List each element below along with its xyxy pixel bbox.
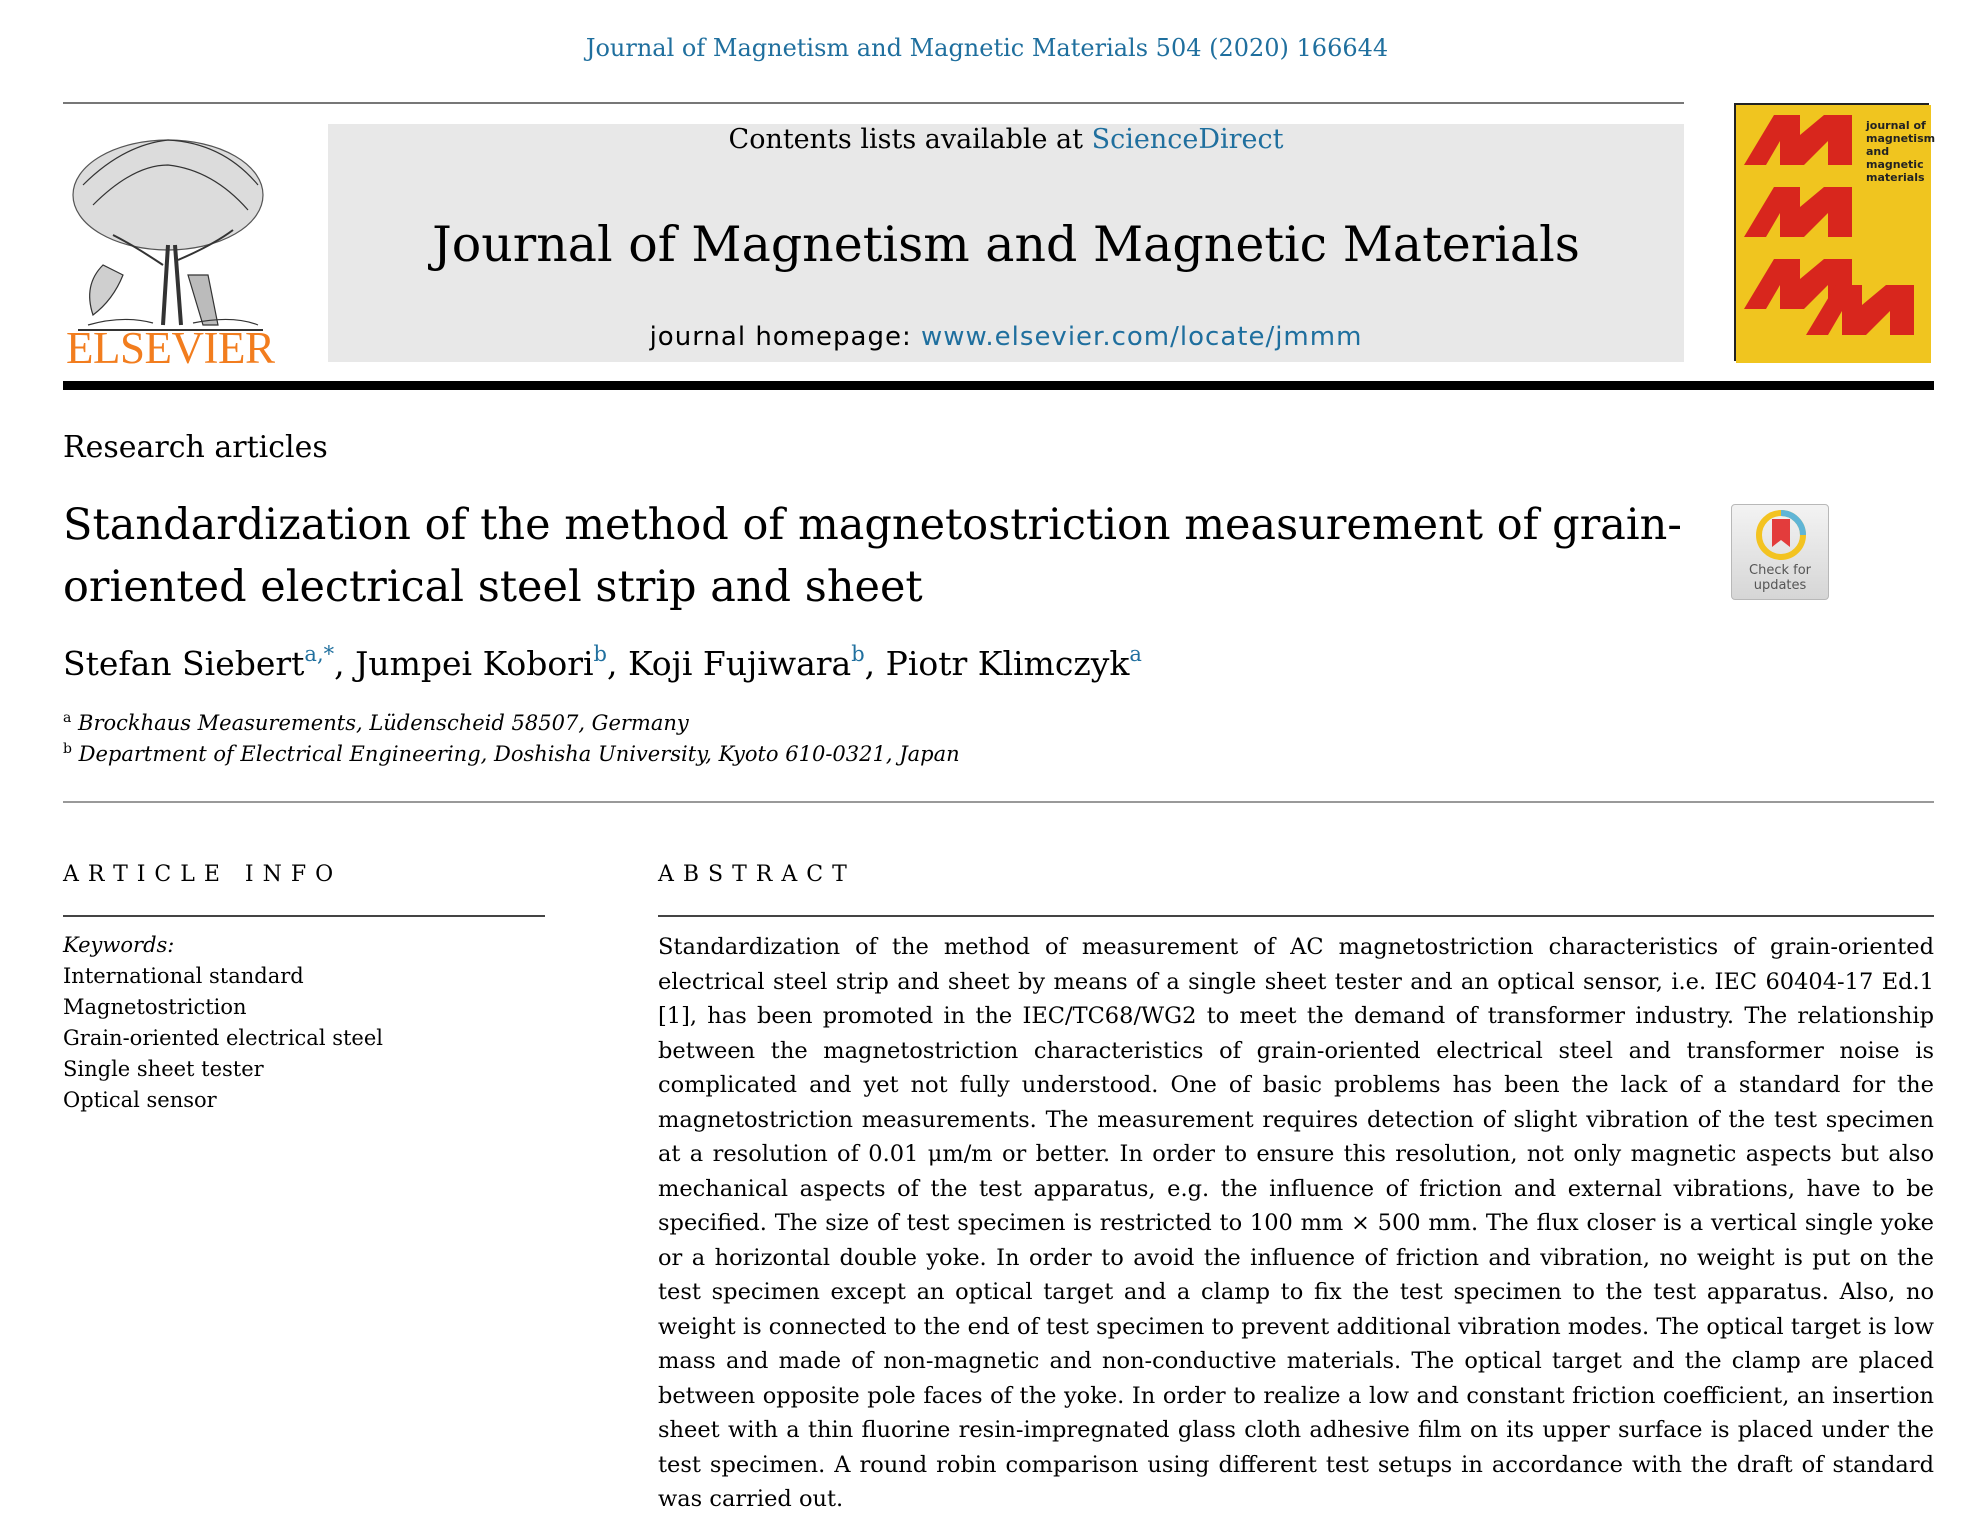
author-name[interactable]: Jumpei Kobori — [355, 644, 594, 683]
elsevier-wordmark[interactable]: ELSEVIER — [66, 323, 275, 373]
affiliation-mark: a — [63, 710, 72, 726]
author-affiliation-mark[interactable]: b — [593, 642, 607, 666]
cover-line-1: journal of — [1866, 119, 1926, 132]
article-title: Standardization of the method of magnetostriction measurement of grain-oriented electrical steel strip and sheet — [63, 500, 1682, 612]
check-for-updates-icon — [1732, 505, 1830, 565]
journal-citation-link[interactable]: Journal of Magnetism and Magnetic Materials 504 (2020) 166644 — [585, 34, 1389, 62]
keyword-item: Single sheet tester — [63, 1057, 264, 1081]
author-name[interactable]: Stefan Siebert — [63, 644, 305, 683]
article-info-heading: ARTICLE INFO — [63, 862, 343, 887]
check-badge-line-1: Check for — [1749, 563, 1811, 578]
article-section-label: Research articles — [63, 430, 328, 465]
cover-mmm-graphic — [1736, 105, 1936, 363]
journal-cover-thumbnail[interactable] — [1734, 103, 1936, 361]
homepage-prefix: journal homepage: — [649, 322, 921, 352]
header-rule — [63, 102, 1684, 104]
author-affiliation-mark[interactable]: a — [1129, 642, 1142, 666]
sciencedirect-link[interactable]: ScienceDirect — [1091, 124, 1284, 155]
header-thick-rule — [63, 381, 1934, 390]
keyword-item: Grain-oriented electrical steel — [63, 1026, 383, 1050]
journal-homepage-line — [328, 322, 1684, 352]
journal-title: Journal of Magnetism and Magnetic Materials — [432, 216, 1580, 273]
contents-line — [328, 124, 1684, 155]
journal-homepage-link[interactable]: www.elsevier.com/locate/jmmm — [921, 322, 1363, 352]
keywords-block — [63, 930, 383, 1116]
check-badge-line-2: updates — [1753, 578, 1807, 593]
author-affiliation-mark[interactable]: b — [851, 642, 865, 666]
author-name[interactable]: Piotr Klimczyk — [885, 644, 1130, 683]
keyword-item: Optical sensor — [63, 1088, 217, 1112]
cover-line-2: magnetism — [1866, 132, 1936, 145]
author-affiliation-mark[interactable]: a,* — [304, 642, 335, 666]
abstract-heading: ABSTRACT — [658, 862, 856, 887]
keyword-item: International standard — [63, 964, 304, 988]
journal-banner — [328, 124, 1684, 362]
affiliation-a — [63, 710, 689, 735]
cover-line-4: magnetic — [1866, 158, 1924, 171]
article-info-rule — [63, 915, 545, 917]
contents-prefix: Contents lists available at — [728, 124, 1092, 155]
affiliation-mark: b — [63, 741, 72, 757]
abstract-rule — [658, 915, 1934, 917]
affiliation-text: Department of Electrical Engineering, Doshisha University, Kyoto 610-0321, Japan — [78, 742, 960, 766]
keywords-label: Keywords: — [63, 933, 175, 957]
check-for-updates-button[interactable] — [1731, 504, 1829, 600]
author-list: Stefan Siebert$^{a,*}$, Jumpei Kobori$^b$, Koji Fujiwara$^b$, Piotr Klimczyk$^a$ — [63, 642, 1142, 683]
author-name[interactable]: Koji Fujiwara — [627, 644, 852, 683]
cover-line-3: and — [1866, 145, 1890, 158]
cover-line-5: materials — [1866, 171, 1925, 184]
keyword-item: Magnetostriction — [63, 995, 247, 1019]
abstract-text: Standardization of the method of measurement of AC magnetostriction characteristics of grain-oriented electrical steel strip and sheet by means of a single sheet tester and an optical sensor, i.e. IEC 60404-17 Ed.1 [1], has been promoted in the IEC/TC68/WG2 to meet the demand of transformer industry. The relationship between the magnetostriction characteristics of grain-oriented electrical steel and transformer noise is complicated and yet not fully understood. One of basic problems has been the lack of a standard for the magnetostriction measurements. The measurement requires detection of slight vibration of the test specimen at a resolution of 0.01 μm/m or better. In order to ensure this resolution, not only magnetic aspects but also mechanical aspects of the test apparatus, e.g. the influence of friction and external vibrations, have to be specified. The size of test specimen is restricted to 100 mm × 500 mm. The flux closer is a vertical single yoke or a horizontal double yoke. In order to avoid the influence of friction and vibration, no weight is put on the test specimen except an optical target and a clamp to fix the test specimen to the test apparatus. Also, no weight is connected to the end of test specimen to prevent additional vibration modes. The optical target is low mass and made of non-magnetic and non-conductive materials. The optical target and the clamp are placed between opposite pole faces of the yoke. In order to realize a low and constant friction coefficient, an insertion sheet with a thin fluorine resin-impregnated glass cloth adhesive film on its upper surface is placed under the test specimen. A round robin comparison using different test setups in accordance with the draft of standard was carried out. — [658, 934, 1934, 1512]
affiliation-b — [63, 741, 960, 766]
affiliation-text: Brockhaus Measurements, Lüdenscheid 58507, Germany — [78, 711, 689, 735]
section-divider — [63, 801, 1934, 803]
